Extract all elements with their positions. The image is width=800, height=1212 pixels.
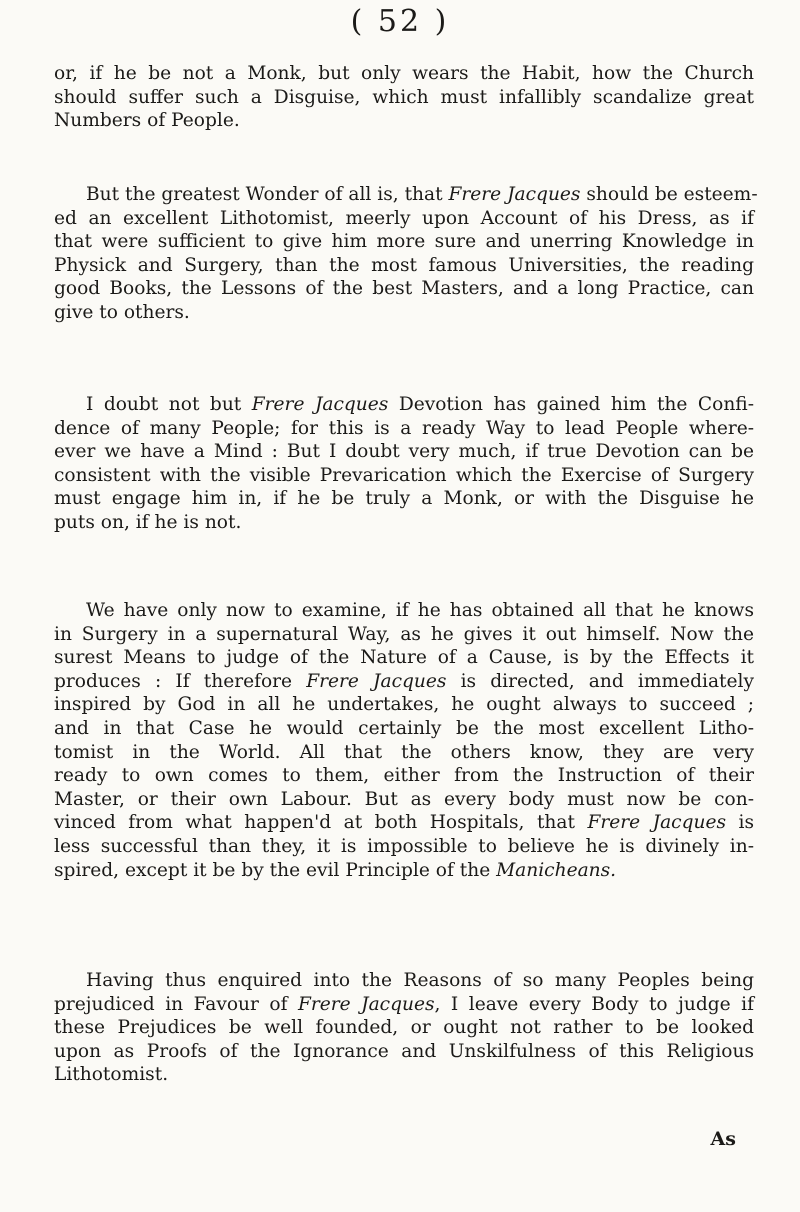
text-line: surest Means to judge of the Nature of a Cause, is by the Effects it (54, 647, 754, 669)
text-line: But the greatest Wonder of all is, that Frere Jacques should be esteem- (86, 184, 758, 205)
page-number: ( 52 ) (350, 4, 450, 39)
text-line: prejudiced in Favour of Frere Jacques, I leave every Body to judge if (54, 993, 754, 1015)
text-line: dence of many People; for this is a ready Way to lead People where- (54, 417, 754, 439)
text-line: good Books, the Lessons of the best Masters, and a long Practice, can (54, 278, 754, 300)
paragraph-5 (54, 969, 754, 1087)
text-line: I doubt not but Frere Jacques Devotion has gained him the Confi- (86, 394, 754, 415)
text-line: consistent with the visible Prevarication which the Exercise of Surgery (54, 464, 754, 486)
catchword: As (710, 1128, 736, 1150)
text-line: We have only now to examine, if he has obtained all that he knows (86, 600, 754, 621)
text-line: ever we have a Mind : But I doubt very much, if true Devotion can be (54, 441, 754, 463)
text-line: Lithotomist. (54, 1064, 169, 1086)
text-line: in Surgery in a supernatural Way, as he gives it out himself. Now the (54, 623, 754, 645)
text-line: should suffer such a Disguise, which must infallibly scandalize great (54, 86, 754, 108)
italic-text: Frere Jacques (306, 670, 447, 692)
text-line: spired, except it be by the evil Principle of the Manicheans. (54, 859, 617, 881)
text-line: or, if he be not a Monk, but only wears the Habit, how the Church (54, 63, 754, 84)
text-line: Physick and Surgery, than the most famous Universities, the reading (54, 254, 754, 276)
italic-text: Frere Jacques (587, 812, 727, 834)
text-line: Numbers of People. (54, 110, 240, 132)
text-line: puts on, if he is not. (54, 511, 242, 533)
text-line: tomist in the World. All that the others know, they are very (54, 741, 754, 763)
text-line: less successful than they, it is impossible to believe he is divinely in- (54, 835, 754, 857)
text-line: ready to own comes to them, either from the Instruction of their (54, 765, 754, 787)
text-line: Having thus enquired into the Reasons of so many Peoples being (86, 970, 754, 991)
italic-text: Manicheans. (496, 859, 617, 881)
text-line: inspired by God in all he undertakes, he ought always to succeed ; (54, 694, 754, 716)
text-line: these Prejudices be well founded, or ought not rather to be looked (54, 1017, 754, 1039)
italic-text: Frere Jacques (297, 993, 435, 1015)
text-line: and in that Case he would certainly be the most excellent Litho- (54, 717, 754, 739)
text-line: vinced from what happen'd at both Hospitals, that Frere Jacques is (54, 812, 754, 834)
paragraph-3 (54, 393, 754, 535)
paragraph-1 (54, 62, 754, 133)
text-line: that were sufficient to give him more sure and unerring Knowledge in (54, 231, 754, 253)
text-line: must engage him in, if he be truly a Monk, or with the Disguise he (54, 488, 754, 510)
paragraph-2 (54, 183, 758, 325)
text-line: ed an excellent Lithotomist, meerly upon Account of his Dress, as if (54, 207, 754, 229)
text-line: Master, or their own Labour. But as every body must now be con- (54, 788, 754, 810)
italic-text: Frere Jacques (448, 184, 581, 205)
paragraph-4 (54, 599, 754, 882)
italic-text: Frere Jacques (251, 394, 389, 415)
text-line: upon as Proofs of the Ignorance and Unskilfulness of this Religious (54, 1040, 754, 1062)
text-line: give to others. (54, 301, 190, 323)
text-line: produces : If therefore Frere Jacques is directed, and immediately (54, 670, 754, 692)
